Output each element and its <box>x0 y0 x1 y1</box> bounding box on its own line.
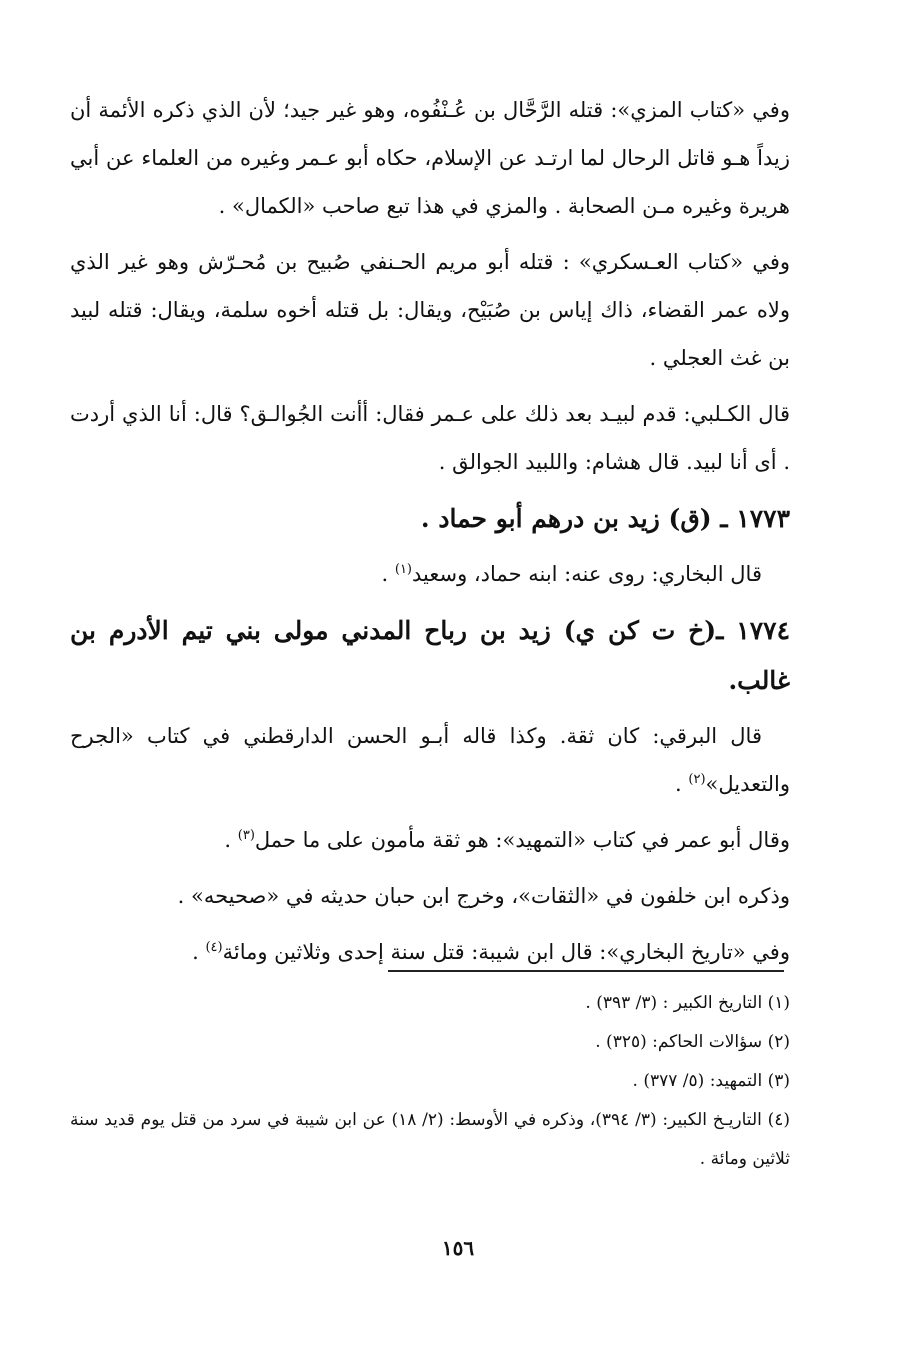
footnote-2: (٢) سؤالات الحاكم: (٣٢٥) . <box>595 1032 790 1052</box>
entry-1774-barqi-paragraph <box>70 712 790 808</box>
entry-1774-ibn-khalfun-paragraph: وذكره ابن خلفون في «الثقات»، وخرج ابن حبان حديثه في «صحيحه» . <box>177 884 790 908</box>
footnote-divider <box>388 970 784 972</box>
entry-1774-tarikh-end: . <box>192 940 206 964</box>
footnote-ref-2[interactable]: (٢) <box>688 772 706 787</box>
entry-1774-barqi-text: قال البرقي: كان ثقة. وكذا قاله أبـو الحسن الدارقطني في كتاب «الجرح والتعديل» <box>70 724 790 796</box>
entry-1774-tarikh-text: وفي «تاريخ البخاري»: قال ابن شيبة: قتل سنة إحدى وثلاثين ومائة <box>222 940 790 964</box>
footnotes-section <box>70 984 790 1179</box>
entry-1773-text: قال البخاري: روى عنه: ابنه حماد، وسعيد <box>412 562 762 586</box>
entry-1774-tarikh-paragraph <box>70 928 790 976</box>
entry-heading-1774: ١٧٧٤ ـ(خ ت كن ي) زيد بن رباح المدني مولى بني تيم الأدرم بن غالب. <box>70 616 790 695</box>
entry-1773-end: . <box>381 562 395 586</box>
entry-1773-bukhari-line <box>70 550 790 598</box>
footnote-ref-3[interactable]: (٣) <box>237 828 255 843</box>
paragraph-kitab-al-askari: وفي «كتاب العـسكري» : قتله أبو مريم الحـنفي صُبيح بن مُحـرّش وهو غير الذي ولاه عمر القضاء، ذاك إياس بن صُبَيْح، ويقال: بل قتله أخوه سلمة، ويقال: قتله لبيد بن غث العجلي . <box>70 250 790 370</box>
paragraph-kitab-al-mizzi: وفي «كتاب المزي»: قتله الرَّحَّال بن عُـنْفُوه، وهو غير جيد؛ لأن الذي ذكره الأئمة أن زيداً هـو قاتل الرحال لما ارتـد عن الإسلام، حكاه أبو عـمر وغيره من العلماء عن أبي هريرة وغيره مـن الصحابة . والمزي في هذا تبع صاحب «الكمال» . <box>70 98 790 218</box>
entry-heading-1773: ١٧٧٣ ـ (ق) زيد بن درهم أبو حماد . <box>420 504 790 533</box>
page-number: ١٥٦ <box>441 1236 475 1260</box>
footnote-3: (٣) التمهيد: (٥/ ٣٧٧) . <box>632 1071 790 1091</box>
paragraph-al-kalbi: قال الكـلبي: قدم لبيـد بعد ذلك على عـمر فقال: أأنت الجُوالـق؟ قال: أنا الذي أردت . أى أنا لبيد. قال هشام: واللبيد الجوالق . <box>70 402 790 474</box>
footnote-4: (٤) التاريـخ الكبير: (٣/ ٣٩٤)، وذكره في الأوسط: (٢/ ١٨) عن ابن شيبة في سرد من قتل يوم قديد سنة ثلاثين ومائة . <box>70 1110 791 1169</box>
footnote-ref-1[interactable]: (١) <box>394 562 412 577</box>
entry-1774-barqi-end: . <box>675 772 689 796</box>
page-body <box>70 86 790 984</box>
entry-1774-abu-umar-end: . <box>224 828 238 852</box>
entry-1774-abu-umar-paragraph <box>70 816 790 864</box>
footnote-1: (١) التاريخ الكبير : (٣/ ٣٩٣) . <box>585 993 790 1013</box>
entry-1774-abu-umar-text: وقال أبو عمر في كتاب «التمهيد»: هو ثقة مأمون على ما حمل <box>254 828 790 852</box>
footnote-ref-4[interactable]: (٤) <box>205 940 223 955</box>
